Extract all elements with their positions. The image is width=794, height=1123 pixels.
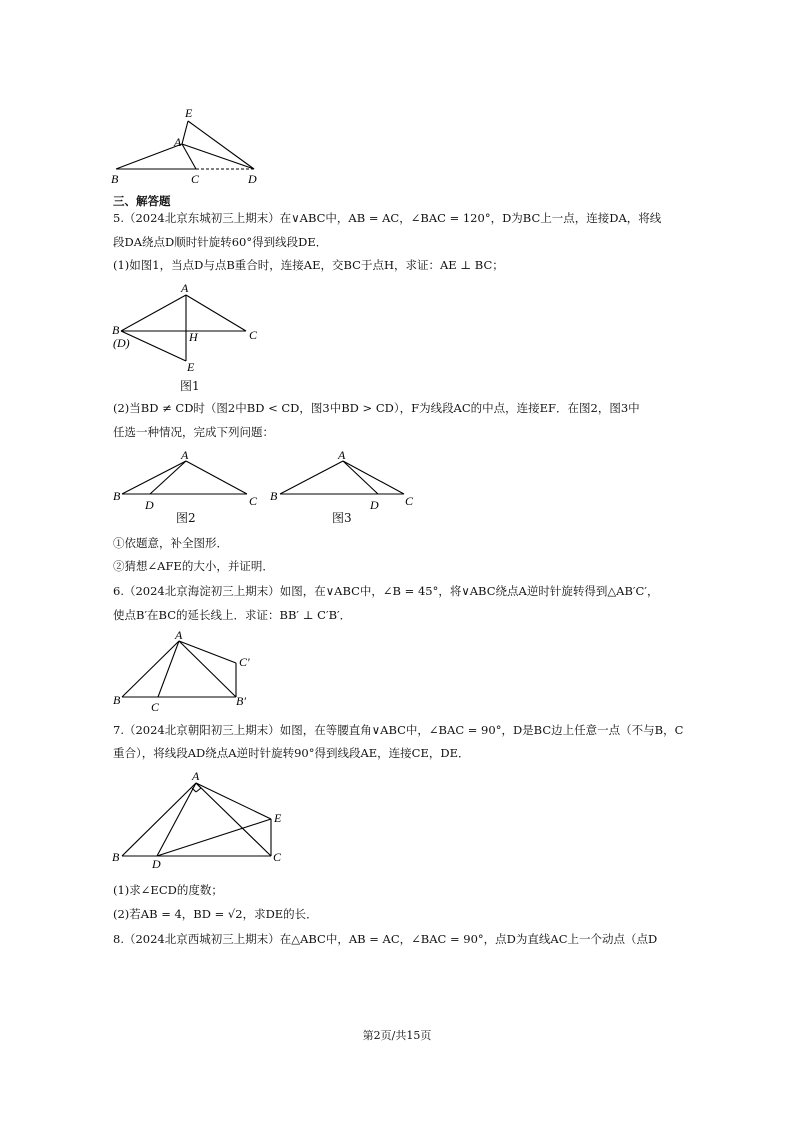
q6-label-A: A [175, 628, 183, 642]
fig1-label-D: (D) [113, 336, 130, 350]
q7-label-D: D [152, 857, 161, 871]
q6-label-B1: B′ [236, 694, 246, 708]
q7-label-B: B [112, 850, 120, 864]
q5-part2-line1: (2)当BD ≠ CD时（图2中BD < CD，图3中BD > CD），F为线段AC的中点，连接EF．在图2，图3中 [113, 401, 640, 415]
section-title: 三、解答题 [113, 194, 171, 208]
q5-sub1: ①依题意，补全图形． [113, 536, 228, 550]
fig1-label-H: H [189, 330, 198, 344]
q7-part2: (2)若AB = 4，BD = √2，求DE的长． [113, 907, 318, 921]
fig2-label-D: D [145, 498, 154, 512]
fig2-label-A: A [181, 448, 189, 462]
q6-label-B: B [113, 693, 121, 707]
fig3-label-B: B [270, 489, 278, 503]
fig3-label-D: D [370, 498, 379, 512]
fig3-caption: 图3 [332, 511, 352, 525]
q5-line2: 段DA绕点D顺时针旋转60°得到线段DE． [113, 235, 328, 249]
fig1-label-C: C [249, 328, 258, 342]
q7-label-E: E [274, 811, 282, 825]
label-B: B [111, 172, 119, 186]
label-C: C [191, 172, 200, 186]
label-A: A [174, 135, 182, 149]
q6-label-C: C [151, 700, 160, 714]
fig3-label-A: A [338, 448, 346, 462]
fig1-caption: 图1 [180, 379, 200, 393]
q5-line1: 5.（2024北京东城初三上期末）在∨ABC中，AB = AC，∠BAC = 120°，D为BC上一点，连接DA，将线 [113, 211, 662, 225]
q7-label-A: A [192, 769, 200, 783]
label-D: D [248, 172, 257, 186]
q6-label-C1: C′ [239, 655, 250, 669]
q7-label-C: C [273, 850, 282, 864]
fig1-label-B: B [112, 323, 120, 337]
q7-part1: (1)求∠ECD的度数； [113, 883, 223, 897]
q5-part1: (1)如图1，当点D与点B重合时，连接AE，交BC于点H，求证：AE ⊥ BC； [113, 258, 504, 272]
q8-line1: 8.（2024北京西城初三上期末）在△ABC中，AB = AC，∠BAC = 90°，点D为直线AC上一个动点（点D [113, 932, 658, 946]
q5-sub2: ②猜想∠AFE的大小，并证明． [113, 559, 274, 573]
q7-line1: 7.（2024北京朝阳初三上期末）如图，在等腰直角∨ABC中，∠BAC = 90°，D是BC边上任意一点（不与B，C [113, 723, 684, 737]
fig2-label-B: B [113, 489, 121, 503]
fig2-caption: 图2 [176, 511, 196, 525]
fig3-label-C: C [405, 494, 414, 508]
q6-line1: 6.（2024北京海淀初三上期末）如图，在∨ABC中，∠B = 45°，将∨ABC绕点A逆时针旋转得到△AB′C′， [113, 584, 659, 598]
q7-line2: 重合），将线段AD绕点A逆时针旋转90°得到线段AE，连接CE，DE． [113, 746, 470, 760]
q5-part2-line2: 任选一种情况，完成下列问题： [113, 425, 274, 439]
fig1-label-A: A [181, 281, 189, 295]
q6-line2: 使点B′在BC的延长线上．求证：BB′ ⊥ C′B′． [113, 608, 352, 622]
page-number: 第2页/共15页 [362, 1029, 432, 1042]
fig2-label-C: C [249, 494, 258, 508]
label-E: E [185, 106, 193, 120]
fig1-label-E: E [187, 360, 195, 374]
